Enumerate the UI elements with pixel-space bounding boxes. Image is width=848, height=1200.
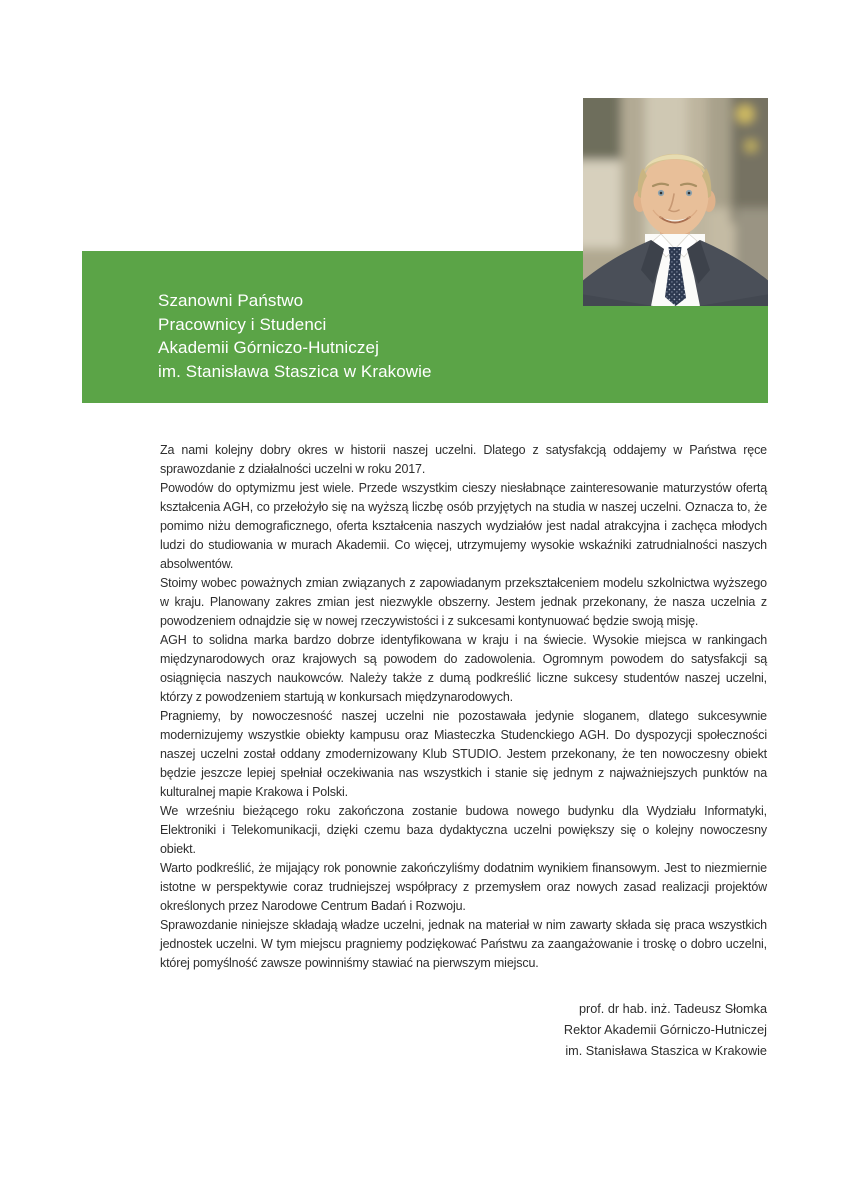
greeting-line: Pracownicy i Studenci [158,314,327,334]
letter-paragraph: Pragniemy, by nowoczesność naszej uczelni nie pozostawała jedynie sloganem, dlatego sukcesywnie modernizujemy wszystkie obiekty kampusu oraz Miasteczka Studenckiego AGH. Do dyspozycji społeczności naszej uczelni został oddany zmodernizowany Klub STUDIO. Jestem przekonany, że ten nowoczesny obiekt będzie jeszcze lepiej spełniał oczekiwania nas wszystkich i stanie się jednym z najważniejszych punktów na kulturalnej mapie Krakowa i Polski. [160,709,767,799]
rector-portrait-photo [583,98,768,306]
signature-line: Rektor Akademii Górniczo-Hutniczej [563,1023,767,1037]
signature-line: im. Stanisława Staszica w Krakowie [565,1044,767,1058]
signature-line: prof. dr hab. inż. Tadeusz Słomka [578,1002,767,1016]
greeting-text [158,289,432,383]
signature-block [160,999,767,1062]
letter-body [160,441,767,1062]
greeting-line: Szanowni Państwo [158,291,304,310]
letter-paragraph: Za nami kolejny dobry okres w historii naszej uczelni. Dlatego z satysfakcją oddajemy w Państwa ręce sprawozdanie z działalności uczelni w roku 2017. [160,443,767,476]
greeting-line: im. Stanisława Staszica w Krakowie [158,361,432,381]
rector-portrait-illustration [583,98,768,306]
letter-paragraph: AGH to solidna marka bardzo dobrze identyfikowana w kraju i na świecie. Wysokie miejsca w rankingach międzynarodowych oraz krajowych są powodem do zadowolenia. Ogromnym powodem do satysfakcji są osiągnięcia naszych naukowców. Należy także z dumą podkreślić liczne sukcesy studentów naszej uczelni, którzy z powodzeniem startują w konkursach międzynarodowych. [160,633,767,704]
letter-paragraph: Warto podkreślić, że mijający rok ponownie zakończyliśmy dodatnim wynikiem finansowym. Jest to niezmiernie istotne w perspektywie coraz trudniejszej współpracy z przemysłem oraz nowych zasad realizacji projektów określonych przez Narodowe Centrum Badań i Rozwoju. [160,861,767,913]
letter-paragraph: Stoimy wobec poważnych zmian związanych z zapowiadanym przekształceniem modelu szkolnictwa wyższego w kraju. Planowany zakres zmian jest niezwykle obszerny. Jestem jednak przekonany, że nasza uczelnia z powodzeniem odnajdzie się w nowej rzeczywistości i z sukcesami kontynuować będzie swoją misję. [160,576,767,628]
greeting-line: Akademii Górniczo-Hutniczej [158,338,379,357]
letter-paragraph: We wrześniu bieżącego roku zakończona zostanie budowa nowego budynku dla Wydziału Informatyki, Elektroniki i Telekomunikacji, dzięki czemu baza dydaktyczna uczelni powiększy się o kolejny nowoczesny obiekt. [160,804,767,856]
letter-paragraph: Sprawozdanie niniejsze składają władze uczelni, jednak na materiał w nim zawarty składa się praca wszystkich jednostek uczelni. W tym miejscu pragniemy podziękować Państwu za zaangażowanie i troskę o dobro uczelni, której pomyślność zawsze powinniśmy stawiać na pierwszym miejscu. [160,918,767,970]
letter-paragraph: Powodów do optymizmu jest wiele. Przede wszystkim cieszy niesłabnące zainteresowanie maturzystów ofertą kształcenia AGH, co przełożyło się na wyższą liczbę osób przyjętych na studia w naszej uczelni. Oznacza to, że pomimo niżu demograficznego, oferta kształcenia naszych wydziałów jest nadal atrakcyjna i zachęca młodych ludzi do studiowania w murach Akademii. Co więcej, utrzymujemy wysokie wskaźniki zatrudnialności naszych absolwentów. [160,481,767,571]
